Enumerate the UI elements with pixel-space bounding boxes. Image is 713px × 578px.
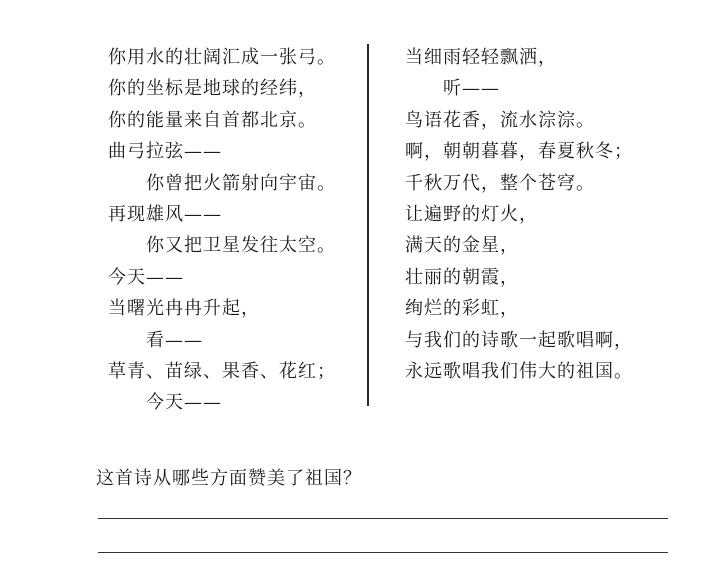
poem-line: 壮丽的朝霞，	[405, 266, 519, 288]
poem-line: 与我们的诗歌一起歌唱啊，	[405, 329, 633, 351]
poem-line: 你用水的壮阔汇成一张弓。	[108, 47, 336, 68]
poem-line: 今天——	[146, 392, 222, 414]
poem-line: 你的坐标是地球的经纬，	[108, 78, 317, 100]
column-divider	[367, 44, 369, 406]
poem-left-column	[108, 42, 336, 419]
poem-line: 让遍野的灯火，	[405, 203, 538, 225]
answer-line[interactable]	[98, 552, 668, 553]
poem-line: 千秋万代，整个苍穹。	[405, 172, 595, 194]
poem-line: 当细雨轻轻飘洒，	[405, 47, 557, 68]
poem-line: 当曙光冉冉升起，	[108, 298, 260, 320]
answer-line[interactable]	[98, 518, 668, 519]
poem-line: 草青、苗绿、果香、花红；	[108, 360, 336, 382]
question-text: 这首诗从哪些方面赞美了祖国？	[96, 468, 362, 489]
poem-line: 绚烂的彩虹，	[405, 298, 519, 320]
poem-line: 曲弓拉弦——	[108, 141, 222, 163]
poem-right-column	[405, 42, 633, 387]
poem-line: 你又把卫星发往太空。	[146, 235, 336, 257]
poem-line: 看——	[146, 329, 203, 351]
poem-line: 今天——	[108, 266, 184, 288]
poem-line: 永远歌唱我们伟大的祖国。	[405, 360, 633, 382]
poem-line: 再现雄风——	[108, 203, 222, 225]
poem-line: 啊，朝朝暮暮，春夏秋冬；	[405, 141, 633, 163]
poem-line: 听——	[443, 78, 500, 100]
poem-line: 你曾把火箭射向宇宙。	[146, 172, 336, 194]
poem-line: 满天的金星，	[405, 235, 519, 257]
poem-line: 你的能量来自首都北京。	[108, 109, 317, 131]
poem-line: 鸟语花香，流水淙淙。	[405, 109, 595, 131]
